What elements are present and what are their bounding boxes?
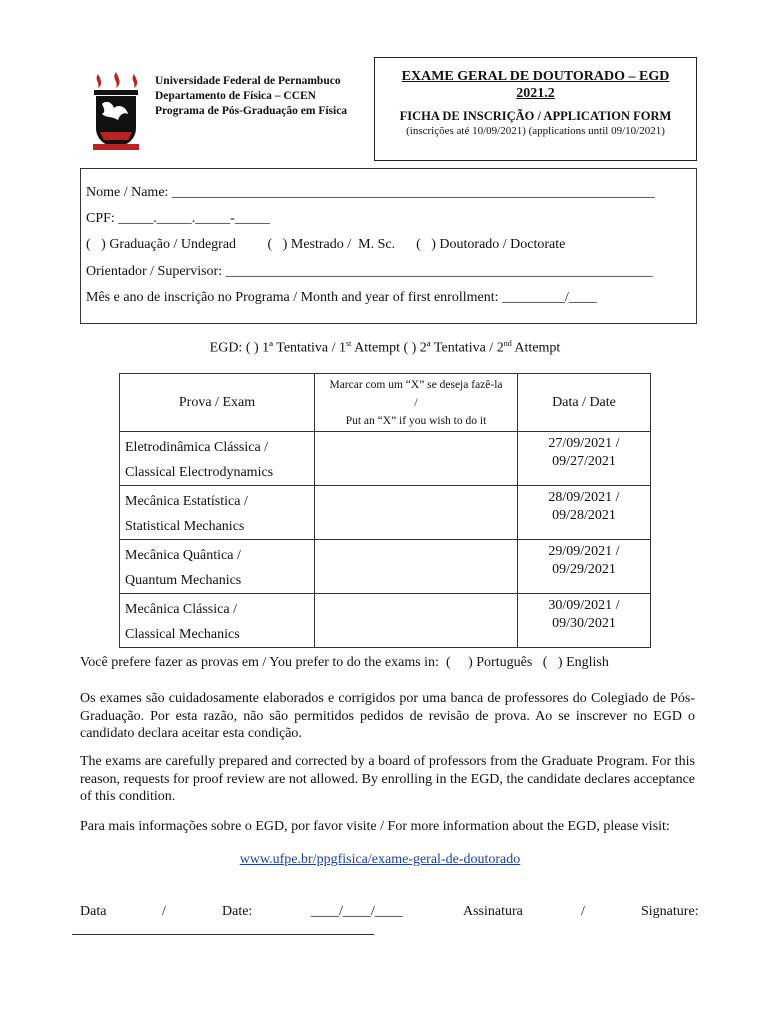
- exam-date-br: 29/09/2021 /: [548, 544, 620, 559]
- mark-cell[interactable]: [315, 432, 518, 486]
- form-title: FICHA DE INSCRIÇÃO / APPLICATION FORM: [399, 109, 672, 123]
- program-line: Programa de Pós-Graduação em Física: [155, 105, 348, 117]
- paragraph-en: The exams are carefully prepared and corrected by a board of professors from the Graduate Program. For this reason, requests for proof review are not allowed. By enrolling in the EGD, the candidate declares acceptance of this condition.: [80, 754, 695, 804]
- table-row: [120, 594, 651, 648]
- col-marcar-en: Put an “X” if you wish to do it: [345, 414, 487, 427]
- col-marcar: [315, 374, 518, 432]
- date-blank-field[interactable]: ____/____/____: [311, 904, 403, 919]
- exam-name: [120, 432, 315, 486]
- table-row: [120, 486, 651, 540]
- paragraph-pt: Os exames são cuidadosamente elaborados e corrigidos por uma banca de professores do Colegiado de Pós-Graduação. Por esta razão, não são permitidos pedidos de revisão de prova. Ao se inscrever no EGD o candidato declara aceitar esta condição.: [80, 691, 695, 741]
- sig-date-label: Date:: [222, 904, 253, 919]
- egd-attempt-line[interactable]: [0, 339, 770, 357]
- exam-name-en: Quantum Mechanics: [125, 573, 242, 588]
- sup-nd: nd: [503, 339, 512, 348]
- exam-date-br: 30/09/2021 /: [548, 598, 620, 613]
- table-header-row: [120, 374, 651, 432]
- sup-st: st: [346, 339, 352, 348]
- col-data: Data / Date: [518, 374, 651, 432]
- exam-table: [119, 373, 651, 648]
- cpf-field[interactable]: CPF: _____._____._____-_____: [86, 211, 270, 226]
- sig-data-label: Data: [80, 904, 107, 919]
- ufpe-logo: [90, 70, 142, 152]
- exam-name: [120, 540, 315, 594]
- exam-date-us: 09/28/2021: [552, 508, 616, 523]
- institution-block: [155, 74, 347, 119]
- exam-name-en: Statistical Mechanics: [125, 519, 245, 534]
- exam-date-us: 09/27/2021: [552, 454, 616, 469]
- exam-date: [518, 486, 651, 540]
- exam-date: [518, 432, 651, 486]
- sig-slash: /: [162, 904, 166, 919]
- exam-name-pt: Mecânica Quântica /: [125, 548, 241, 563]
- col-marcar-slash: /: [414, 396, 418, 409]
- mark-cell[interactable]: [315, 540, 518, 594]
- exam-date: [518, 594, 651, 648]
- table-row: [120, 540, 651, 594]
- paragraph-info: Para mais informações sobre o EGD, por favor visite / For more information about the EGD, please visit:: [80, 819, 670, 834]
- exam-name: [120, 594, 315, 648]
- supervisor-field[interactable]: Orientador / Supervisor: _____________________________________________________________: [86, 264, 653, 279]
- exam-date-br: 27/09/2021 /: [548, 436, 620, 451]
- department-line: Departamento de Física – CCEN: [155, 90, 316, 102]
- exam-name-pt: Eletrodinâmica Clássica /: [125, 440, 269, 455]
- exam-name-pt: Mecânica Estatística /: [125, 494, 248, 509]
- applicant-info-box: [80, 168, 697, 324]
- deadline-text: (inscrições até 10/09/2021) (applications until 09/10/2021): [406, 125, 665, 137]
- sig-slash: /: [581, 904, 585, 919]
- egd-mid: Attempt ( ) 2ª Tentativa / 2: [351, 340, 504, 356]
- col-prova: Prova / Exam: [120, 374, 315, 432]
- exam-name-pt: Mecânica Clássica /: [125, 602, 237, 617]
- exam-title: [375, 68, 696, 102]
- exam-date: [518, 540, 651, 594]
- level-options[interactable]: ( ) Graduação / Undegrad ( ) Mestrado / M. Sc. ( ) Doutorado / Doctorate: [86, 237, 566, 252]
- enrollment-field[interactable]: Mês e ano de inscrição no Programa / Month and year of first enrollment: _________/____: [86, 290, 597, 305]
- exam-date-us: 09/29/2021: [552, 562, 616, 577]
- egd-end: Attempt: [511, 340, 561, 356]
- title-box: [374, 57, 697, 161]
- exam-name-en: Classical Electrodynamics: [125, 465, 274, 480]
- egd-label: EGD: ( ) 1ª Tentativa / 1: [209, 340, 347, 356]
- info-link[interactable]: www.ufpe.br/ppgfisica/exame-geral-de-doutorado: [239, 852, 521, 867]
- col-marcar-pt: Marcar com um “X” se deseja fazê-la: [329, 378, 503, 391]
- exam-name: [120, 486, 315, 540]
- institution-line: Universidade Federal de Pernambuco: [155, 75, 341, 87]
- language-preference[interactable]: Você prefere fazer as provas em / You prefer to do the exams in: ( ) Português ( ) English: [80, 655, 609, 670]
- sig-assinatura-label: Assinatura: [463, 904, 523, 919]
- exam-title-line2: 2021.2: [516, 86, 555, 101]
- exam-date-us: 09/30/2021: [552, 616, 616, 631]
- mark-cell[interactable]: [315, 486, 518, 540]
- sig-signature-label: Signature:: [641, 904, 699, 919]
- exam-date-br: 28/09/2021 /: [548, 490, 620, 505]
- table-row: [120, 432, 651, 486]
- exam-title-line1: EXAME GERAL DE DOUTORADO – EGD: [401, 69, 670, 84]
- name-field[interactable]: Nome / Name: _____________________________________________________________________: [86, 185, 655, 200]
- exam-name-en: Classical Mechanics: [125, 627, 240, 642]
- signature-line[interactable]: [72, 934, 374, 935]
- mark-cell[interactable]: [315, 594, 518, 648]
